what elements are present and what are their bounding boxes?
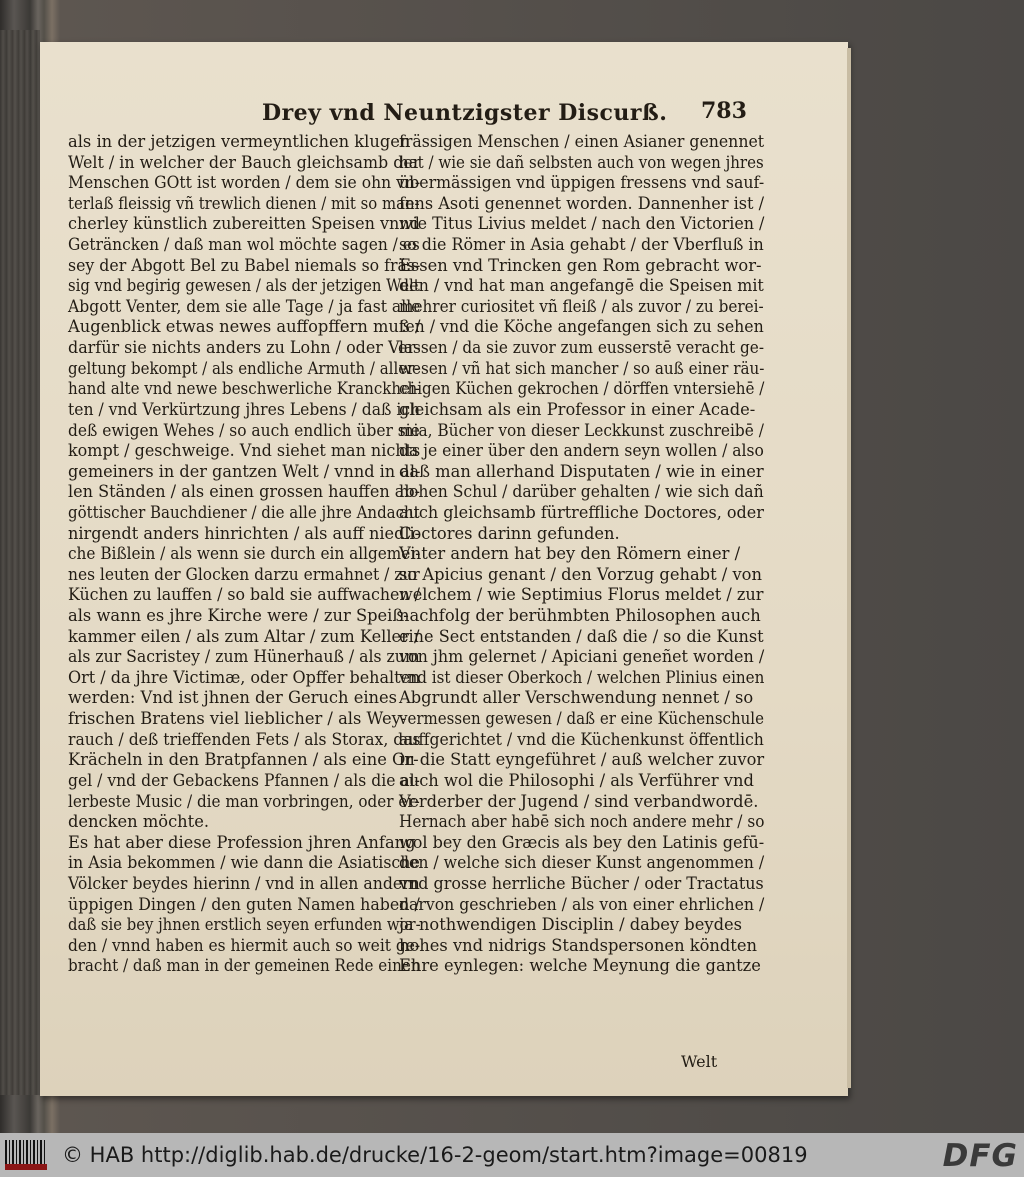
text-line: lerbeste Music / die man vorbringen, oder er- (68, 791, 420, 811)
text-line: auch gleichsamb fürtreffliche Doctores, oder (399, 502, 764, 522)
text-line: von jhm gelernet / Apiciani geneñet worden / (399, 647, 765, 667)
text-line: nirgendt anders hinrichten / als auff niedli- (68, 523, 421, 543)
text-line: mia, Bücher von dieser Leckkunst zuschreibē / (399, 420, 764, 440)
text-line: che Bißlein / als wenn sie durch ein allgemei- (68, 544, 421, 564)
text-line: auffgerichtet / vnd die Küchenkunst öffentlich (399, 729, 764, 749)
text-line: eine Sect entstanden / daß die / so die Kunst (399, 626, 764, 646)
text-line: Abgott Venter, dem sie alle Tage / ja fast alle (68, 296, 421, 316)
text-line: hohen Schul / darüber gehalten / wie sich dañ (399, 482, 764, 502)
text-line: so Apicius genant / den Vorzug gehabt / von (399, 564, 762, 584)
text-line: Abgrundt aller Verschwendung nennet / so (399, 688, 754, 708)
text-line: terlaß fleissig vñ trewlich dienen / mit so man- (68, 193, 420, 213)
text-line: auch wol die Philosophi / als Verführer vnd (399, 770, 754, 790)
catchword: Welt (681, 1052, 718, 1071)
text-line: frischen Bratens viel lieblicher / als Wey- (68, 709, 407, 729)
text-line: bracht / daß man in der gemeinen Rede einen (68, 956, 421, 976)
text-line: hohes vnd nidrigs Standspersonen köndten (399, 935, 757, 955)
text-line: daß sie bey jhnen erstlich seyen erfunden wor- (68, 915, 421, 935)
right-column (399, 132, 764, 977)
text-line: Geträncken / daß man wol möchte sagen / es (68, 235, 420, 255)
text-line: kammer eilen / als zum Altar / zum Keller / (68, 626, 420, 646)
text-line: gel / vnd der Gebackens Pfannen / als die al- (68, 770, 420, 790)
text-line: als in der jetzigen vermeyntlichen klugen (68, 132, 411, 151)
text-line: len Ständen / als einen grossen hauffen ab- (68, 482, 421, 502)
text-line: chigen Küchen gekrochen / dörffen vntersiehē / (399, 379, 765, 399)
text-line: ten / vnd die Köche angefangen sich zu sehen (399, 317, 764, 337)
running-head: Drey vnd Neuntzigster Discurß. (262, 100, 668, 126)
text-line: geltung bekompt / als endliche Armuth / aller- (68, 358, 420, 378)
text-line: welchem / wie Septimius Florus meldet / zur (399, 585, 764, 605)
text-line: hand alte vnd newe beschwerliche Kranckhei- (68, 379, 420, 399)
text-line: den / welche sich dieser Kunst angenommen / (399, 853, 765, 873)
text-line: daß man allerhand Disputaten / wie in einer (399, 461, 764, 481)
text-line: üppigen Dingen / den guten Namen haben / (68, 894, 420, 914)
text-line: vermessen gewesen / daß er eine Küchenschule (399, 709, 764, 729)
text-line: ja nothwendigen Disciplin / dabey beydes (399, 915, 742, 935)
book-page (40, 42, 848, 1096)
text-line: darvon geschrieben / als von einer ehrlichen / (399, 894, 765, 914)
text-line: nes leuten der Glocken darzu ermahnet / zur (68, 564, 420, 584)
footer-bar (0, 1133, 1024, 1177)
text-line: cherley künstlich zubereitten Speisen vnnd (68, 214, 420, 234)
text-line: ten / vnd Verkürtzung jhres Lebens / daß ich (68, 399, 421, 419)
text-line: Coctores darinn gefunden. (399, 523, 620, 543)
book-spine (0, 30, 40, 1095)
text-line: wesen / vñ hat sich mancher / so auß einer räu- (399, 358, 765, 378)
text-line: Ort / da jhre Victimæ, oder Opffer behalten (68, 667, 421, 687)
left-column (68, 132, 420, 977)
text-line: darfür sie nichts anders zu Lohn / oder Ver- (68, 338, 421, 358)
barcode-icon (5, 1140, 47, 1170)
text-line: Vnter andern hat bey den Römern einer / (399, 544, 741, 564)
text-line: wol bey den Græcis als bey den Latinis gefū- (399, 832, 765, 852)
text-line: als wann es jhre Kirche were / zur Speiß- (68, 606, 409, 626)
text-line: deß ewigen Wehes / so auch endlich über sie (68, 420, 420, 440)
text-line: übermässigen vnd üppigen fressens vnd sauf- (399, 173, 765, 193)
text-line: göttischer Bauchdiener / die alle jhre Andacht (68, 502, 420, 522)
text-line: frässigen Menschen / einen Asianer genennet (399, 132, 765, 151)
text-line: als zur Sacristey / zum Hünerhauß / als zum (68, 647, 420, 667)
text-line: vnd grosse herrliche Bücher / oder Tractatus (399, 873, 764, 893)
text-line: Es hat aber diese Profession jhren Anfang (68, 832, 416, 852)
text-line: Welt / in welcher der Bauch gleichsamb der (68, 152, 421, 172)
text-line: sig vnd begirig gewesen / als der jetzigen Welt (68, 276, 420, 296)
page-number: 783 (701, 98, 747, 124)
text-line: da je einer über den andern seyn wollen / also (399, 441, 764, 461)
text-line: in die Statt eyngeführet / auß welcher zuvor (399, 750, 765, 770)
text-line: dencken möchte. (68, 812, 210, 832)
text-line: sey der Abgott Bel zu Babel niemals so fräs- (68, 255, 421, 275)
text-line: gemeiners in der gantzen Welt / vnnd in al- (68, 461, 421, 481)
text-line: in Asia bekommen / wie dann die Asiatische (68, 853, 420, 873)
text-line: werden: Vnd ist jhnen der Geruch eines (68, 688, 398, 708)
text-line: rauch / deß trieffenden Fets / als Storax, das (68, 729, 421, 749)
text-line: Krächeln in den Bratpfannen / als eine Or- (68, 750, 419, 770)
text-line: fens Asoti genennet worden. Dannenher ist / (399, 193, 765, 213)
text-line: Essen vnd Trincken gen Rom gebracht wor- (399, 255, 762, 275)
text-line: Ehre eynlegen: welche Meynung die gantze (399, 956, 761, 976)
text-line: nachfolg der berühmbten Philosophen auch (399, 606, 761, 626)
text-line: mehrer curiositet vñ fleiß / als zuvor / zu berei- (399, 296, 764, 316)
text-line: vnd ist dieser Oberkoch / welchen Plinius einen (399, 667, 765, 687)
page-edge (847, 48, 851, 1088)
footer-url[interactable]: © HAB http://diglib.hab.de/drucke/16-2-geom/start.htm?image=00819 (62, 1143, 808, 1167)
text-line: wie Titus Livius meldet / nach den Victorien / (399, 214, 765, 234)
text-line: den / vnd hat man angefangē die Speisen mit (399, 276, 764, 296)
text-line: Küchen zu lauffen / so bald sie auffwachen / (68, 585, 420, 605)
text-line: so die Römer in Asia gehabt / der Vberfluß in (399, 235, 764, 255)
text-line: Verderber der Jugend / sind verbandwordē. (399, 791, 759, 811)
text-line: Augenblick etwas newes auffopffern muß / (68, 317, 421, 337)
text-line: hat / wie sie dañ selbsten auch von wegen jhres (399, 152, 764, 172)
text-line: Hernach aber habē sich noch andere mehr / so (399, 812, 765, 832)
text-line: Völcker beydes hierinn / vnd in allen andern (68, 873, 420, 893)
dfg-logo: DFG (942, 1138, 1018, 1174)
text-line: gleichsam als ein Professor in einer Acade- (399, 399, 756, 419)
text-line: Menschen GOtt ist worden / dem sie ohn vn- (68, 173, 421, 193)
text-line: den / vnnd haben es hiermit auch so weit ge- (68, 935, 421, 955)
text-line: lassen / da sie zuvor zum eusserstē veracht ge- (399, 338, 764, 358)
text-line: kompt / geschweige. Vnd siehet man nichts (68, 441, 421, 461)
